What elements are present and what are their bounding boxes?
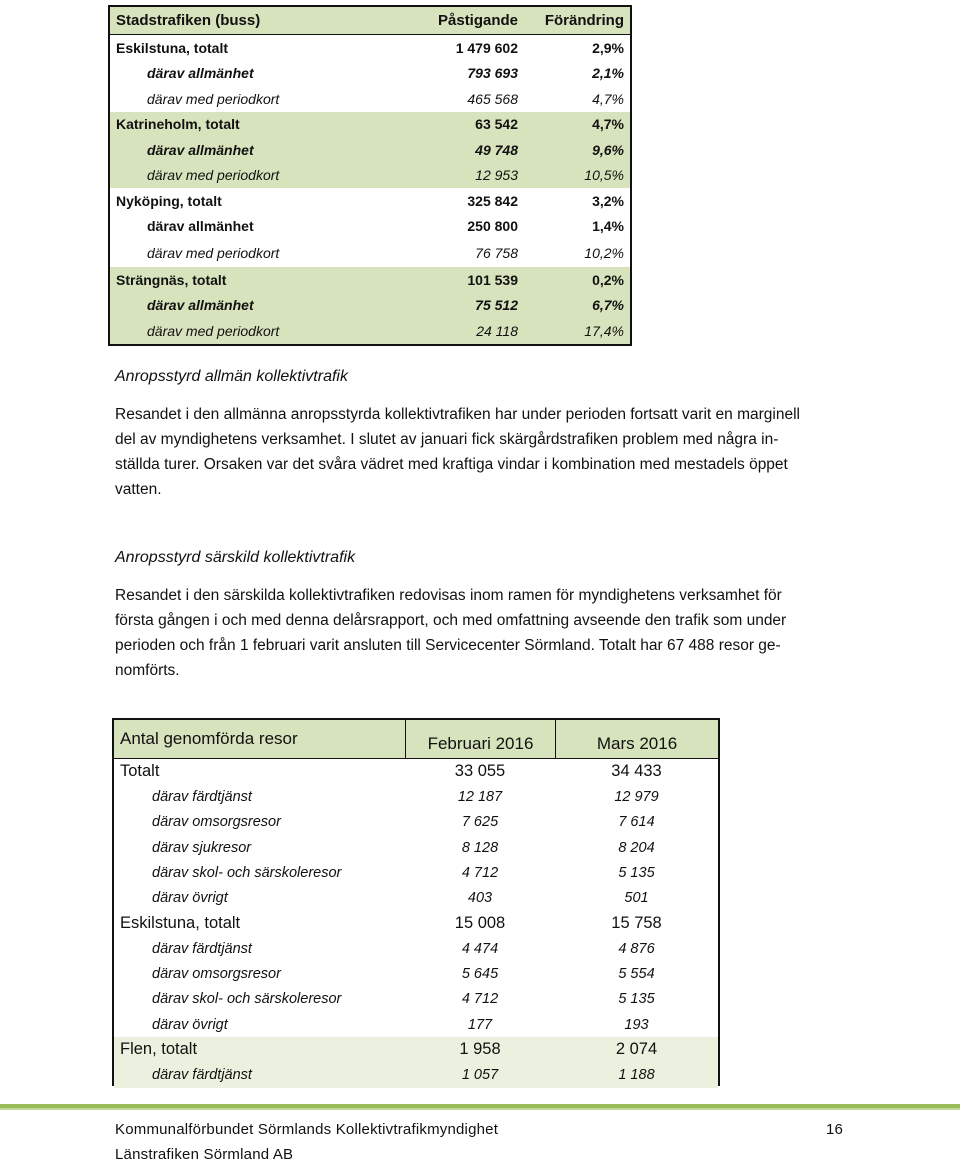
section-heading-special: Anropsstyrd särskild kollektivtrafik: [115, 549, 356, 566]
row-feb: 1 057: [461, 1067, 499, 1084]
row-label: Eskilstuna, totalt: [120, 913, 241, 932]
row-mar: 5 135: [618, 864, 655, 881]
table-row: [110, 86, 630, 112]
row-mar: 501: [624, 890, 649, 907]
footer-divider-light: [0, 1108, 960, 1110]
row-feb: 4 474: [461, 940, 499, 957]
row-value: 793 693: [467, 65, 518, 82]
row-mar: 12 979: [614, 788, 659, 805]
row-label: Strängnäs, totalt: [116, 271, 227, 288]
row-mar: 4 876: [618, 940, 655, 957]
header-cell: Mars 2016: [555, 720, 718, 758]
row-label: därav allmänhet: [147, 297, 254, 314]
table-row: [114, 885, 718, 910]
row-label: därav färdtjänst: [152, 1067, 252, 1084]
row-change: 17,4%: [584, 322, 624, 339]
footer-organization: Kommunalförbundet Sörmlands Kollektivtrafikmyndighet: [115, 1121, 499, 1138]
row-label: Totalt: [120, 762, 160, 781]
row-value: 1 479 602: [455, 39, 518, 56]
row-change: 0,2%: [592, 271, 624, 288]
row-label: därav sjukresor: [152, 839, 252, 856]
row-value: 49 748: [475, 141, 518, 158]
row-value: 76 758: [475, 245, 518, 261]
header-cell: Antal genomförda resor: [120, 729, 298, 748]
row-value: 12 953: [475, 167, 518, 184]
text-line: vatten.: [115, 481, 162, 498]
table-row: [110, 137, 630, 163]
table-row: [114, 835, 718, 860]
row-label: Katrineholm, totalt: [116, 116, 240, 133]
header-cell: Påstigande: [438, 12, 519, 29]
row-feb: 4 712: [461, 991, 499, 1008]
table-row: [114, 936, 718, 961]
row-change: 1,4%: [592, 218, 624, 235]
section-heading-general: Anropsstyrd allmän kollektivtrafik: [115, 368, 348, 385]
row-label: därav övrigt: [152, 890, 228, 907]
text-line: första gången i och med denna delårsrapport, och med omfattning avseende den trafik som under: [115, 612, 787, 629]
row-mar: 5 554: [618, 966, 655, 983]
text-line: Resandet i den särskilda kollektivtrafiken redovisas inom ramen för myndighetens verksamhet för: [115, 587, 782, 604]
table-row: [114, 961, 718, 986]
row-mar: 7 614: [618, 814, 655, 831]
row-mar: 8 204: [618, 839, 655, 856]
table-row: [114, 1063, 718, 1088]
row-feb: 5 645: [461, 966, 499, 983]
header-cell: Förändring: [544, 12, 624, 29]
row-feb: 1 958: [459, 1040, 501, 1059]
table-row: [110, 112, 630, 138]
table-row: [114, 860, 718, 885]
row-feb: 403: [467, 890, 493, 907]
text-line: ställda turer. Orsaken var det svåra vädret med kraftiga vindar i kombination med mestadels öppet: [115, 456, 788, 473]
row-value: 465 568: [467, 90, 518, 107]
row-label: därav färdtjänst: [152, 788, 252, 805]
table-row: [114, 810, 718, 835]
text-line: perioden och från 1 februari varit ansluten till Servicecenter Sörmland. Totalt har 67 488 resor ge-: [115, 637, 781, 654]
table-row: [114, 1012, 718, 1037]
row-label: därav färdtjänst: [152, 940, 252, 957]
footer-company: Länstrafiken Sörmland AB: [115, 1146, 294, 1163]
row-feb: 33 055: [454, 762, 506, 781]
row-feb: 7 625: [461, 814, 499, 831]
table-row: [114, 758, 718, 784]
table-row: [110, 239, 630, 267]
row-label: därav skol- och särskoleresor: [152, 991, 342, 1008]
row-label: Eskilstuna, totalt: [116, 39, 229, 56]
row-label: därav med periodkort: [147, 322, 280, 339]
row-label: Flen, totalt: [120, 1040, 198, 1059]
text-line: Resandet i den allmänna anropsstyrda kollektivtrafiken har under perioden fortsatt varit en marginell: [115, 406, 800, 423]
row-mar: 5 135: [618, 991, 655, 1008]
row-label: därav med periodkort: [147, 90, 280, 107]
row-label: därav med periodkort: [147, 245, 280, 261]
row-change: 4,7%: [592, 90, 624, 107]
table-row: [110, 61, 630, 87]
row-label: därav allmänhet: [147, 218, 254, 235]
text-line: nomförts.: [115, 662, 180, 679]
page-number: 16: [826, 1121, 844, 1138]
row-label: därav övrigt: [152, 1016, 228, 1033]
table-row: [110, 214, 630, 240]
header-cell: Februari 2016: [405, 720, 555, 758]
table-row: [114, 1037, 718, 1062]
row-value: 75 512: [475, 297, 518, 314]
row-value: 250 800: [467, 218, 518, 235]
text-line: del av myndighetens verksamhet. I slutet av januari fick skärgårdstrafiken problem med några in-: [115, 431, 779, 448]
row-feb: 15 008: [454, 913, 506, 932]
row-mar: 15 758: [611, 913, 662, 932]
row-feb: 177: [467, 1016, 493, 1033]
table-row: [110, 163, 630, 189]
row-change: 2,9%: [592, 39, 624, 56]
row-label: därav allmänhet: [147, 141, 254, 158]
row-change: 10,5%: [584, 167, 624, 184]
table-row: [114, 784, 718, 809]
row-label: därav med periodkort: [147, 167, 280, 184]
paragraph-general: [115, 402, 835, 502]
row-mar: 193: [624, 1016, 649, 1033]
row-feb: 4 712: [461, 864, 499, 881]
row-change: 2,1%: [592, 65, 624, 82]
row-change: 3,2%: [592, 192, 624, 209]
table-row: [110, 293, 630, 319]
table-row: [114, 911, 718, 936]
row-label: därav omsorgsresor: [152, 814, 281, 831]
row-feb: 12 187: [457, 788, 503, 805]
header-cell: Stadstrafiken (buss): [116, 12, 261, 29]
row-change: 4,7%: [592, 116, 624, 133]
row-mar: 34 433: [611, 762, 662, 781]
row-value: 101 539: [467, 271, 518, 288]
bus-traffic-table: [108, 5, 632, 346]
row-change: 6,7%: [592, 297, 624, 314]
table-row: [110, 35, 630, 61]
row-change: 10,2%: [584, 245, 624, 261]
row-mar: 1 188: [618, 1067, 655, 1084]
table-row: [110, 318, 630, 344]
row-change: 9,6%: [592, 141, 624, 158]
row-label: därav allmänhet: [147, 65, 254, 82]
paragraph-special: [115, 583, 835, 683]
table-row: [110, 188, 630, 214]
trips-table: [112, 718, 720, 1086]
row-feb: 8 128: [461, 839, 499, 856]
row-mar: 2 074: [615, 1040, 658, 1059]
table-row: [110, 267, 630, 293]
table-row: [114, 987, 718, 1012]
row-value: 24 118: [476, 322, 518, 339]
row-value: 325 842: [467, 192, 518, 209]
row-label: därav skol- och särskoleresor: [152, 864, 342, 881]
row-value: 63 542: [475, 116, 518, 133]
table-header: [114, 720, 718, 758]
row-label: Nyköping, totalt: [116, 192, 222, 209]
row-label: därav omsorgsresor: [152, 966, 281, 983]
table-header: [110, 7, 630, 35]
